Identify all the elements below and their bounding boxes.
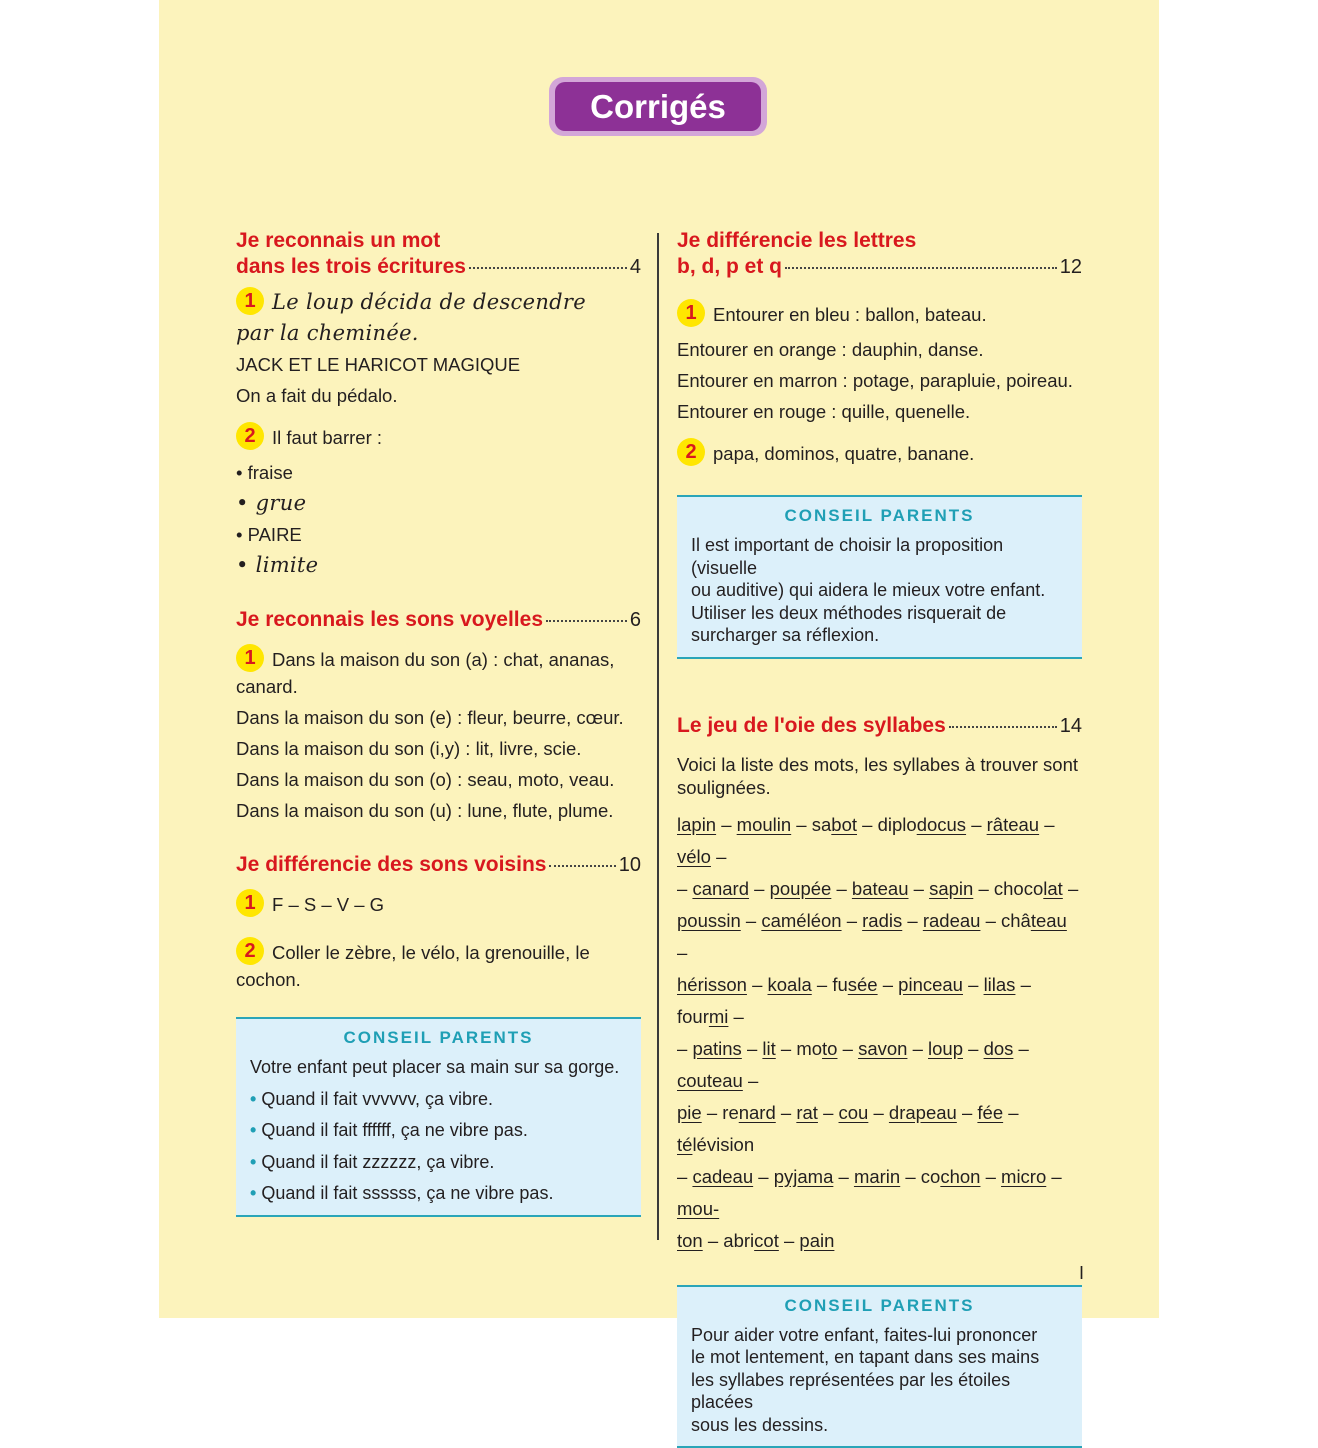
answer-line: Voici la liste des mots, les syllabes à trouver sont (677, 753, 1082, 776)
conseil-parents-box (677, 1285, 1082, 1448)
syllable-line: – cadeau – pyjama – marin – cochon – micro – mou- (677, 1161, 1082, 1225)
syllable-word: cadeau (692, 1166, 753, 1187)
conseil-title: CONSEIL PARENTS (691, 1296, 1068, 1316)
list-item: • PAIRE (236, 523, 641, 546)
conseil-bullet: • Quand il fait vvvvvv, ça vibre. (250, 1088, 627, 1111)
syllable-word: lit (762, 1038, 775, 1059)
syllable-word: marin (854, 1166, 900, 1187)
exercise-number: 2 (677, 438, 705, 466)
syllable-line: – patins – lit – moto – savon – loup – dos – couteau – (677, 1033, 1082, 1097)
answer-line: On a fait du pédalo. (236, 384, 641, 407)
conseil-text: sous les dessins. (691, 1414, 1068, 1437)
syllable-word: koala (768, 974, 812, 995)
page-number: 10 (619, 852, 641, 878)
conseil-title: CONSEIL PARENTS (691, 506, 1068, 526)
conseil-parents-box (236, 1017, 641, 1217)
conseil-text: Votre enfant peut placer sa main sur sa gorge. (250, 1056, 627, 1079)
answer-line: Entourer en orange : dauphin, danse. (677, 338, 1082, 361)
answer-text: Dans la maison du son (a) : chat, ananas, (272, 649, 614, 670)
syllable-line: hérisson – koala – fusée – pinceau – lilas – fourmi – (677, 969, 1082, 1033)
syllable-word: rat (796, 1102, 818, 1123)
leader-dots (469, 267, 627, 269)
exercise-number: 1 (236, 889, 264, 917)
conseil-text: les syllabes représentées par les étoiles placées (691, 1369, 1068, 1414)
answer-line (236, 647, 641, 675)
section-heading (677, 713, 1082, 739)
page-number: 4 (630, 254, 641, 280)
syllable-word: hérisson (677, 974, 747, 995)
answer-line (677, 302, 1082, 330)
right-column (677, 228, 1082, 1448)
heading-line: dans les trois écritures (236, 254, 466, 280)
syllable-line: poussin – caméléon – radis – radeau – château – (677, 905, 1082, 969)
conseil-bullet: • Quand il fait ssssss, ça ne vibre pas. (250, 1182, 627, 1205)
syllable-word: patins (692, 1038, 741, 1059)
syllable-word: caméléon (761, 910, 841, 931)
exercise-number: 1 (677, 299, 705, 327)
section-heading (236, 852, 641, 878)
answer-text: Coller le zèbre, le vélo, la grenouille, le cochon. (236, 942, 590, 990)
conseil-text: ou auditive) qui aidera le mieux votre enfant. (691, 579, 1068, 602)
page-number: 14 (1060, 713, 1082, 739)
syllable-word: savon (858, 1038, 907, 1059)
answer-line: canard. (236, 675, 641, 698)
answer-text: papa, dominos, quatre, banane. (713, 443, 974, 464)
page (159, 0, 1159, 1318)
syllable-word: chocolat (994, 878, 1063, 899)
syllable-word: moto (796, 1038, 837, 1059)
syllable-word: télévision (677, 1134, 754, 1155)
answer-line (236, 892, 641, 920)
leader-dots (949, 726, 1057, 728)
conseil-text: le mot lentement, en tapant dans ses mains (691, 1346, 1068, 1369)
syllable-word: micro (1001, 1166, 1046, 1187)
syllable-word: canard (692, 878, 749, 899)
syllable-word: poussin (677, 910, 741, 931)
conseil-text: Pour aider votre enfant, faites-lui prononcer (691, 1324, 1068, 1347)
heading-line: Je différencie les lettres (677, 228, 1082, 254)
syllable-word: dos (984, 1038, 1014, 1059)
syllable-line: – canard – poupée – bateau – sapin – chocolat – (677, 873, 1082, 905)
syllable-word: radis (862, 910, 902, 931)
list-item: • fraise (236, 461, 641, 484)
syllable-word: fée (977, 1102, 1003, 1123)
answer-line (236, 290, 641, 318)
syllable-word: cochon (921, 1166, 981, 1187)
answer-line (236, 425, 641, 453)
syllable-word: mou- (677, 1198, 719, 1219)
exercise-number: 1 (236, 644, 264, 672)
answer-line (677, 441, 1082, 469)
syllable-word-list (677, 809, 1082, 1257)
syllable-word: fusée (832, 974, 877, 995)
leader-dots (546, 620, 627, 622)
page-number: 12 (1060, 254, 1082, 280)
syllable-line: lapin – moulin – sabot – diplodocus – râteau – vélo – (677, 809, 1082, 873)
leader-dots (785, 267, 1057, 269)
syllable-word: cou (839, 1102, 869, 1123)
heading-line: Je reconnais les sons voyelles (236, 607, 543, 633)
syllable-word: lilas (984, 974, 1016, 995)
list-item: • limite (236, 554, 641, 577)
conseil-bullet: • Quand il fait zzzzzz, ça vibre. (250, 1151, 627, 1174)
conseil-parents-box (677, 495, 1082, 659)
syllable-word: pain (799, 1230, 834, 1251)
syllable-word: radeau (923, 910, 981, 931)
syllable-line: pie – renard – rat – cou – drapeau – fée – télévision (677, 1097, 1082, 1161)
conseil-text: Il est important de choisir la proposition (visuelle (691, 534, 1068, 579)
section-heading (677, 228, 1082, 280)
syllable-word: râteau (987, 814, 1039, 835)
syllable-word: lapin (677, 814, 716, 835)
syllable-word: abricot (723, 1230, 779, 1251)
exercise-number: 1 (236, 287, 264, 315)
page-number: 6 (630, 607, 641, 633)
heading-line: Je différencie des sons voisins (236, 852, 546, 878)
syllable-word: sabot (812, 814, 857, 835)
syllable-word: diplodocus (878, 814, 966, 835)
heading-line: b, d, p et q (677, 254, 782, 280)
syllable-word: vélo (677, 846, 711, 867)
page-folio: I (1079, 1263, 1084, 1284)
conseil-text: surcharger sa réflexion. (691, 624, 1068, 647)
syllable-word: moulin (737, 814, 792, 835)
cursive-text: par la cheminée. (236, 322, 641, 345)
syllable-word: château (1001, 910, 1067, 931)
syllable-word: drapeau (889, 1102, 957, 1123)
conseil-text: Utiliser les deux méthodes risquerait de (691, 602, 1068, 625)
answer-line: Entourer en rouge : quille, quenelle. (677, 400, 1082, 423)
syllable-word: fourmi (677, 1006, 728, 1027)
section-heading (236, 607, 641, 633)
exercise-number: 2 (236, 937, 264, 965)
answer-line: Entourer en marron : potage, parapluie, poireau. (677, 369, 1082, 392)
title-badge-frame (549, 77, 767, 136)
syllable-word: couteau (677, 1070, 743, 1091)
answer-line (236, 940, 641, 991)
syllable-word: loup (928, 1038, 963, 1059)
syllable-word: pinceau (898, 974, 963, 995)
answer-line: Dans la maison du son (e) : fleur, beurre, cœur. (236, 706, 641, 729)
syllable-word: pie (677, 1102, 702, 1123)
leader-dots (549, 865, 615, 867)
syllable-word: bateau (852, 878, 909, 899)
syllable-word: pyjama (774, 1166, 834, 1187)
left-column (236, 228, 641, 1217)
heading-line: Le jeu de l'oie des syllabes (677, 713, 946, 739)
exercise-number: 2 (236, 422, 264, 450)
syllable-word: sapin (929, 878, 973, 899)
page-title: Corrigés (555, 82, 761, 131)
answer-line: Dans la maison du son (i,y) : lit, livre, scie. (236, 737, 641, 760)
section-heading (236, 228, 641, 280)
syllable-word: renard (722, 1102, 775, 1123)
answer-text: F – S – V – G (272, 894, 384, 915)
conseil-bullet: • Quand il fait ffffff, ça ne vibre pas. (250, 1119, 627, 1142)
cursive-text: Le loup décida de descendre (272, 290, 586, 314)
heading-line: Je reconnais un mot (236, 228, 641, 254)
caps-text: JACK ET LE HARICOT MAGIQUE (236, 353, 641, 376)
answer-line: soulignées. (677, 776, 1082, 799)
answer-line: Dans la maison du son (o) : seau, moto, veau. (236, 768, 641, 791)
answer-line: Dans la maison du son (u) : lune, flute, plume. (236, 799, 641, 822)
column-divider (657, 233, 659, 1240)
syllable-word: ton (677, 1230, 703, 1251)
syllable-word: poupée (770, 878, 832, 899)
answer-text: Il faut barrer : (272, 427, 382, 448)
conseil-title: CONSEIL PARENTS (250, 1028, 627, 1048)
syllable-line: ton – abricot – pain (677, 1225, 1082, 1257)
list-item: • grue (236, 492, 641, 515)
answer-text: Entourer en bleu : ballon, bateau. (713, 304, 987, 325)
